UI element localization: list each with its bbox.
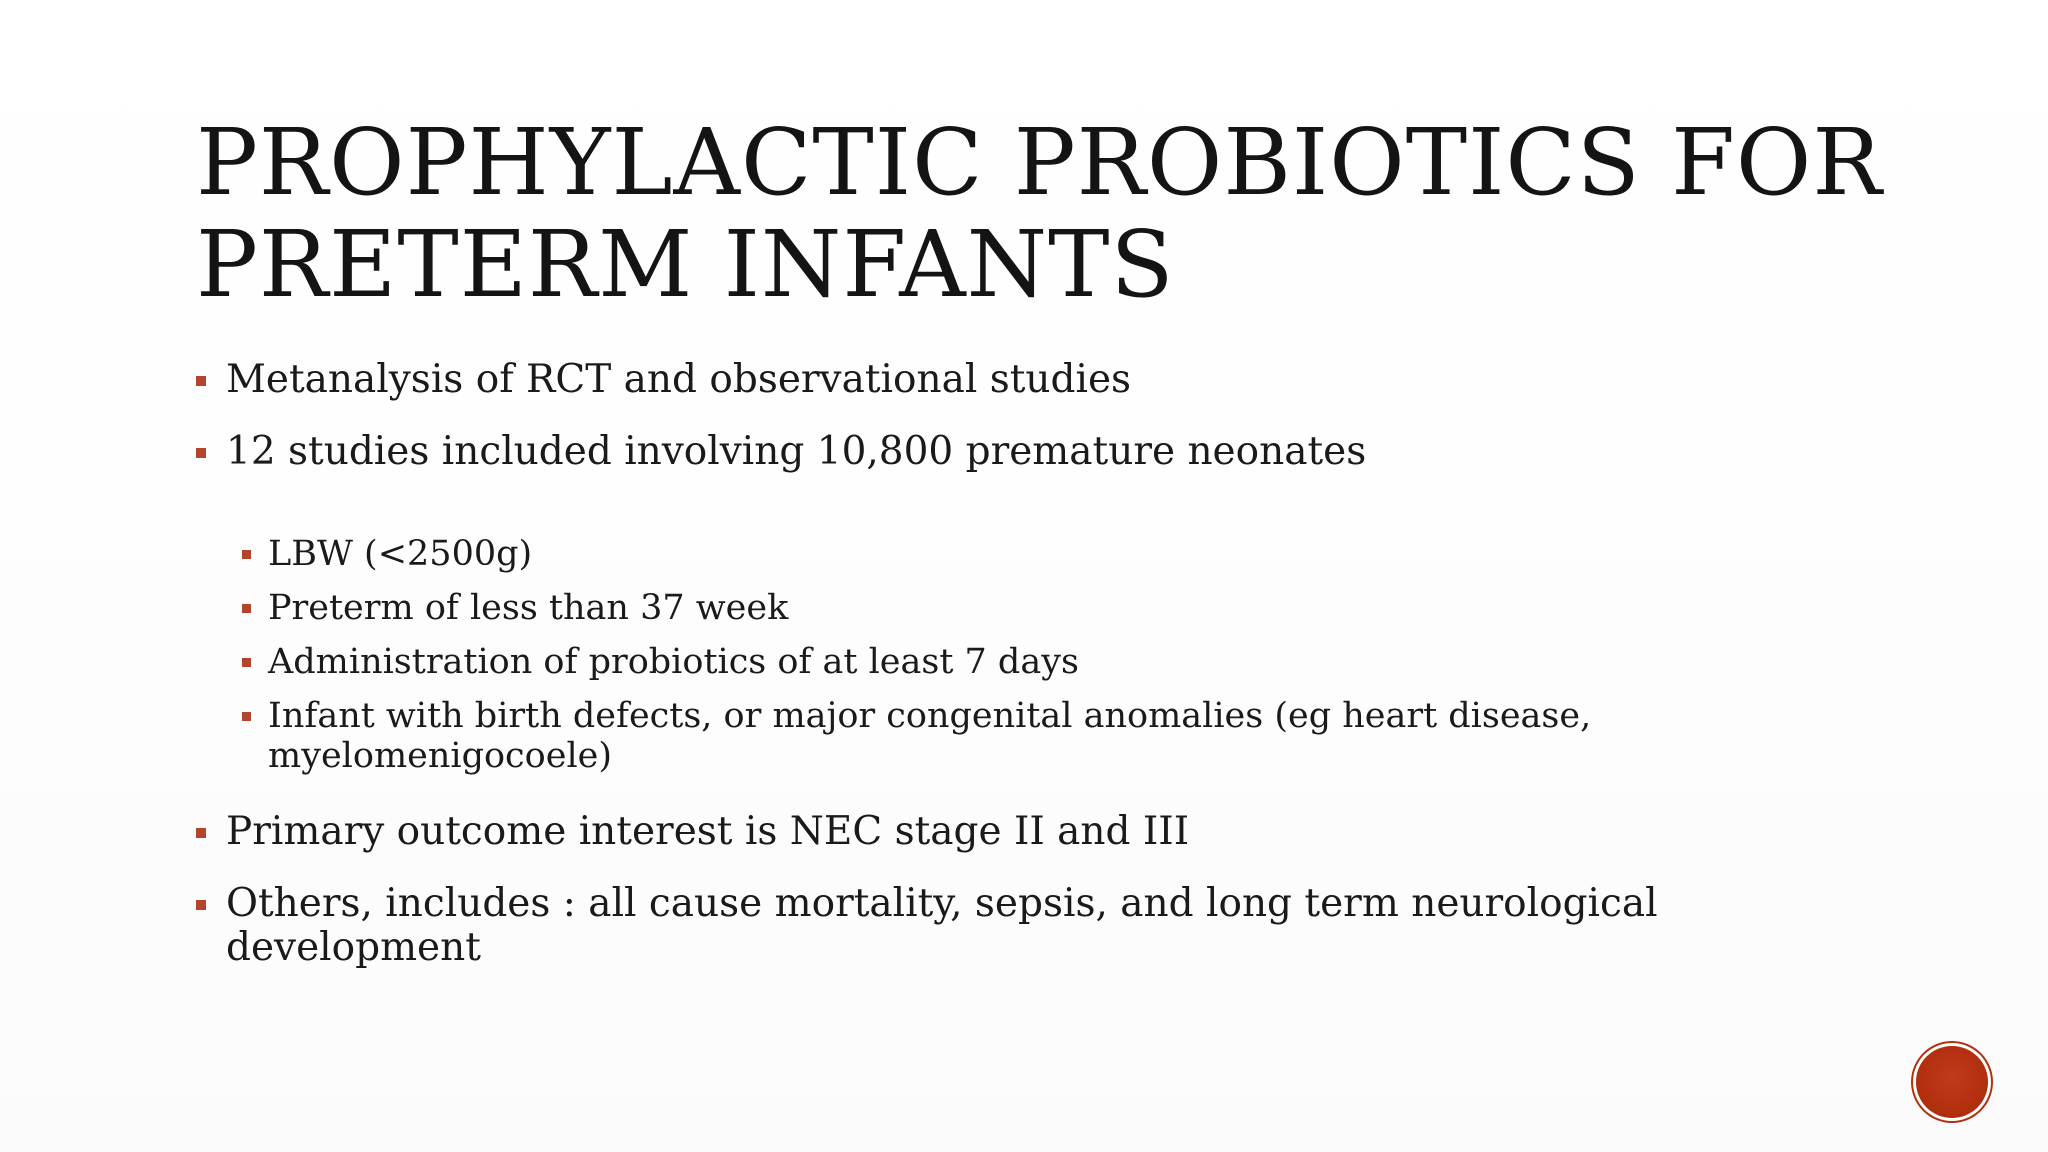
sub-bullet-text: Preterm of less than 37 week [268, 588, 789, 628]
square-bullet-icon [242, 712, 251, 721]
sub-bullet-item [242, 696, 1638, 776]
slide-content [196, 358, 1896, 998]
slide-title: PROPHYLACTIC PROBIOTICS FOR PRETERM INFANTS [196, 109, 1883, 318]
sub-bullet-text: Infant with birth defects, or major congenital anomalies (eg heart disease, myelomenigocoele) [268, 696, 1592, 776]
bullet-item [196, 430, 1896, 474]
bullet-text: 12 studies included involving 10,800 premature neonates [226, 429, 1367, 474]
sub-bullet-item [242, 534, 1896, 574]
bullet-text: Others, includes : all cause mortality, sepsis, and long term neurological development [226, 881, 1658, 970]
square-bullet-icon [196, 448, 206, 458]
bullet-text: Primary outcome interest is NEC stage II and III [226, 809, 1190, 854]
sub-bullet-text: Administration of probiotics of at least 7 days [268, 642, 1079, 682]
square-bullet-icon [242, 604, 251, 613]
sub-bullet-text: LBW (<2500g) [268, 534, 533, 574]
sub-bullet-list [242, 534, 1896, 776]
square-bullet-icon [196, 900, 206, 910]
square-bullet-icon [196, 828, 206, 838]
main-bullet-list-continued [196, 810, 1896, 970]
bullet-item [196, 358, 1896, 402]
slide-nav-button[interactable] [1916, 1046, 1988, 1118]
bullet-item [196, 882, 1676, 970]
square-bullet-icon [242, 550, 251, 559]
square-bullet-icon [196, 376, 206, 386]
main-bullet-list [196, 358, 1896, 474]
bullet-text: Metanalysis of RCT and observational studies [226, 357, 1132, 402]
square-bullet-icon [242, 658, 251, 667]
sub-bullet-item [242, 642, 1896, 682]
sub-bullet-item [242, 588, 1896, 628]
bullet-item [196, 810, 1896, 854]
